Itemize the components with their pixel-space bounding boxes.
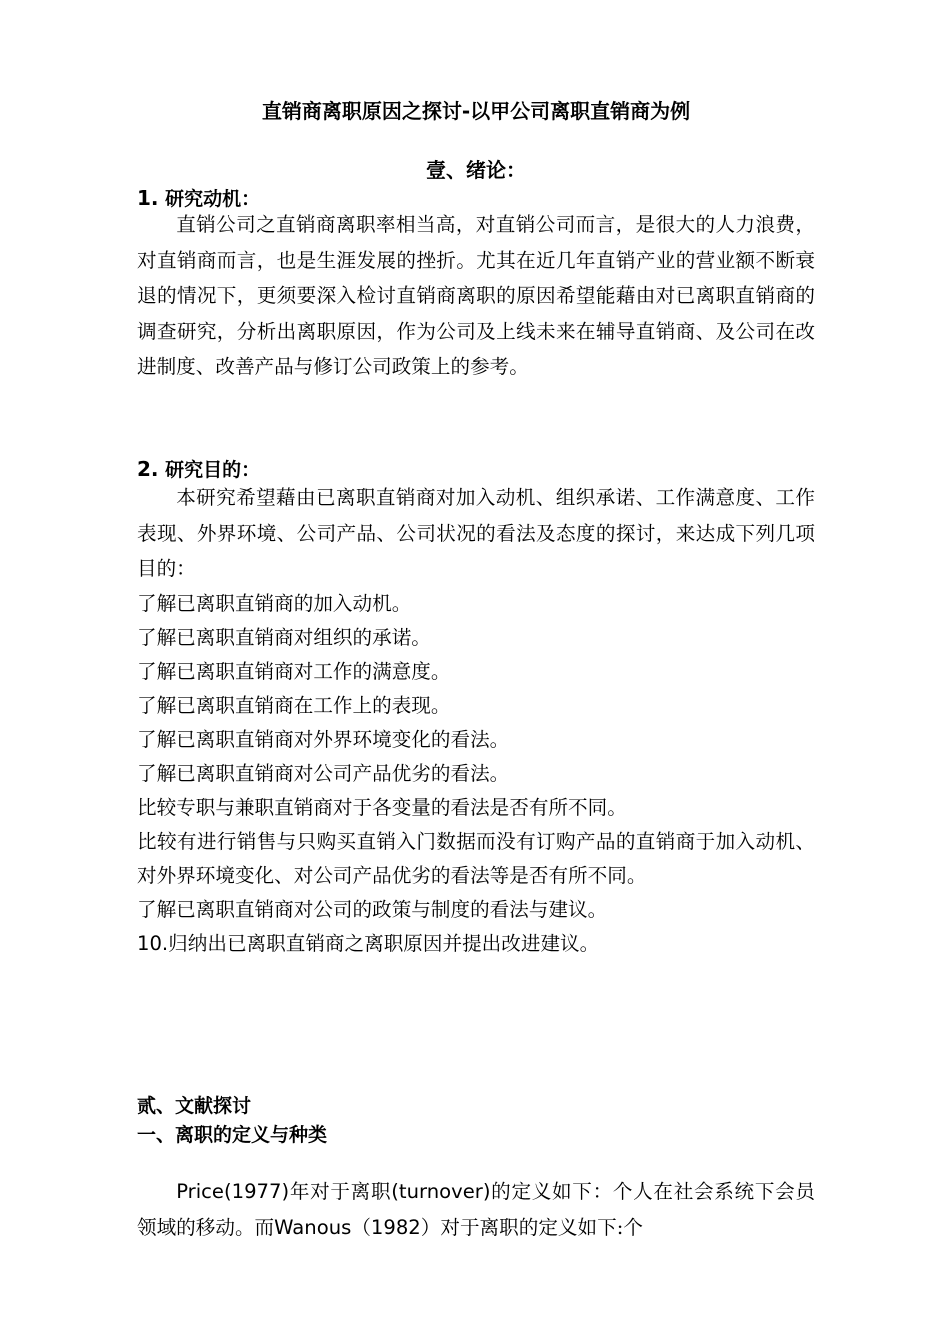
list-item: 比较专职与兼职直销商对于各变量的看法是否有所不同。	[137, 796, 627, 819]
text-run: 年对于离职	[289, 1180, 392, 1203]
list-item: 了解已离职直销商对外界环境变化的看法。	[137, 728, 510, 751]
list-item: 了解已离职直销商对公司的政策与制度的看法与建议。	[137, 898, 608, 921]
text-run: 的定义如下：个人在社会系统下会员领域的移动。而	[137, 1180, 816, 1239]
list-item: 了解已离职直销商对工作的满意度。	[137, 660, 451, 683]
list-item: 了解已离职直销商的加入动机。	[137, 592, 412, 615]
term-turnover: (turnover)	[391, 1180, 491, 1203]
purpose-paragraph: 本研究希望藉由已离职直销商对加入动机、组织承诺、工作满意度、工作表现、外界环境、公司产品、公司状况的看法及态度的探讨，来达成下列几项目的：	[137, 486, 815, 580]
document-page	[137, 0, 815, 1344]
text-run: 对于离职的定义如下:个	[440, 1215, 643, 1239]
section-title: 研究动机：	[165, 188, 261, 210]
list-item	[137, 927, 815, 961]
list-item-number: 10.	[137, 932, 169, 955]
list-item: 比较有进行销售与只购买直销入门数据而没有订购产品的直销商于加入动机、对外界环境变化、对公司产品优劣的看法等是否有所不同。	[137, 830, 815, 887]
citation-wanous: Wanous（1982）	[274, 1215, 441, 1239]
section-number: 1.	[137, 186, 159, 210]
chapter-heading-literature: 贰、文献探讨	[137, 1095, 252, 1117]
document-title: 直销商离职原因之探讨-以甲公司离职直销商为例	[261, 99, 691, 123]
purpose-list	[137, 587, 815, 961]
list-item: 了解已离职直销商对公司产品优劣的看法。	[137, 762, 510, 785]
section-title: 研究目的：	[165, 459, 261, 481]
list-item: 了解已离职直销商在工作上的表现。	[137, 694, 451, 717]
turnover-definition-paragraph	[137, 1174, 815, 1245]
list-item-text: 归纳出已离职直销商之离职原因并提出改进建议。	[168, 932, 600, 955]
section-number: 2.	[137, 457, 159, 481]
section-heading-turnover-definition: 一、离职的定义与种类	[137, 1124, 328, 1146]
motivation-paragraph: 直销公司之直销商离职率相当高，对直销公司而言，是很大的人力浪费，对直销商而言，也是生涯发展的挫折。尤其在近几年直销产业的营业额不断衰退的情况下，更须要深入检讨直销商离职的原因希望能藉由对已离职直销商的调查研究，分析出离职原因，作为公司及上线未来在辅导直销商、及公司在改进制度、改善产品与修订公司政策上的参考。	[137, 213, 815, 378]
chapter-heading-introduction: 壹、绪论：	[426, 158, 526, 182]
citation-price: Price(1977)	[176, 1180, 290, 1203]
list-item: 了解已离职直销商对组织的承诺。	[137, 626, 431, 649]
